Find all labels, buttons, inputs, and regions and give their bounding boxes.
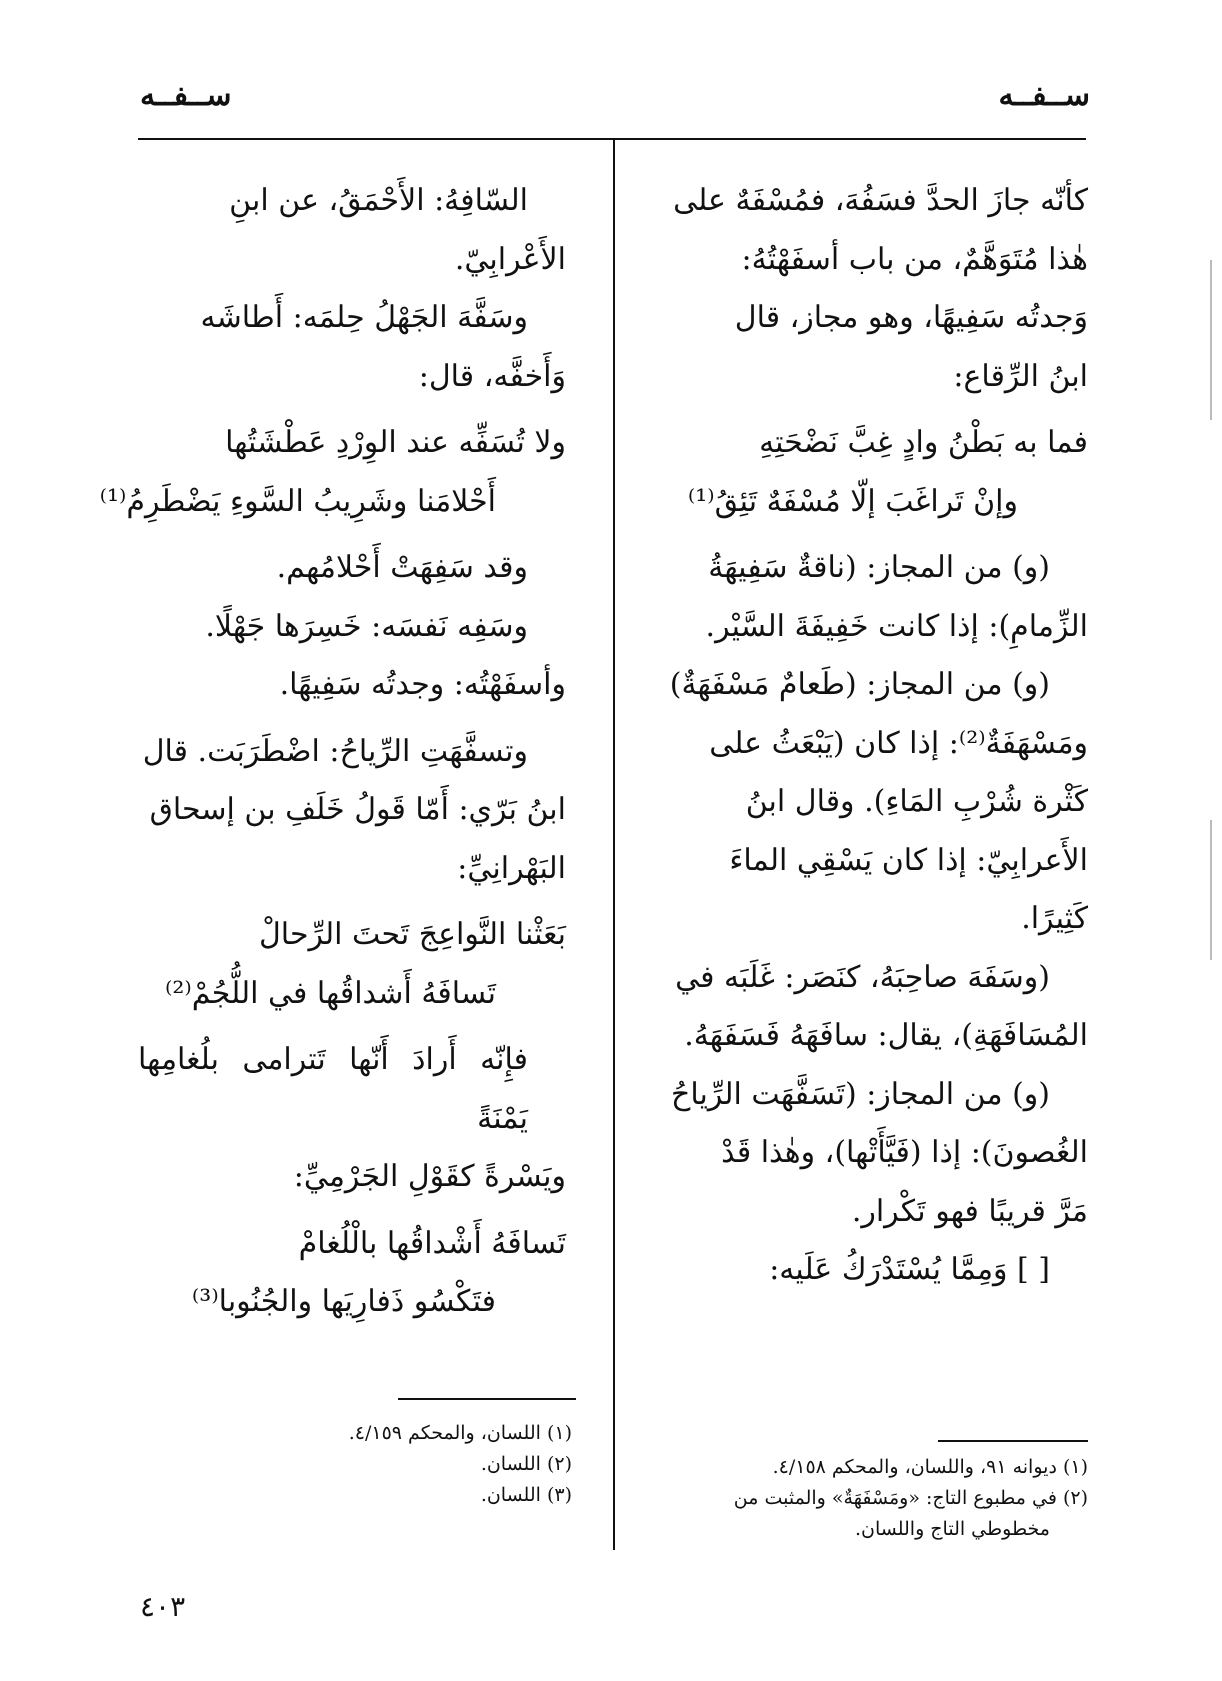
verse-line: وإنْ تَراغَبَ إلّا مُسْفَهٌ تَئِقُ⁽¹⁾: [687, 483, 1018, 519]
footnote: (٢) اللسان.: [480, 1453, 572, 1475]
text-line: فإِنّه أَرادَ أَنّها تَترامى بلُغامِها يَمْنَةً: [138, 1042, 528, 1136]
text-line: (وسَفَهَ صاحِبَهُ، كنَصَر: غَلَبَه في: [675, 959, 1050, 995]
text-line: كَثْرة شُرْبِ المَاءِ). وقال ابنُ: [745, 784, 1088, 819]
verse-line: تَسافَهُ أَشْداقُها بالْلُغامْ: [298, 1225, 566, 1261]
text-line: الغُصونَ): إذا (فَيَّأَتْها)، وهٰذا قَدْ: [721, 1135, 1088, 1170]
scan-edge-mark: [1210, 260, 1212, 420]
verse-line: فتَكْسُو ذَفارِيَها والجُنُوبا⁽³⁾: [191, 1284, 496, 1319]
verse-line: تَسافَهُ أَشداقُها في اللُّجُمْ⁽²⁾: [164, 975, 496, 1011]
footnotes-left: [142, 1418, 572, 1511]
text-line: كَثِيرًا.: [1021, 901, 1088, 936]
footnote: مخطوطي التاج واللسان.: [854, 1518, 1050, 1540]
text-line: وسَفِه نَفسَه: خَسِرَها جَهْلًا.: [205, 608, 528, 644]
text-line: ابنُ الرِّقاع:: [953, 358, 1088, 394]
text-line: هٰذا مُتَوَهَّمٌ، من باب أسفَهْتُهُ:: [741, 241, 1088, 277]
page-number: ٤٠٣: [140, 1590, 186, 1623]
text-line: وسَفَّهَ الجَهْلُ حِلمَه: أَطاشَه: [200, 300, 528, 335]
text-line: (و) من المجاز: (ناقةٌ سَفِيهَةُ: [708, 550, 1050, 585]
text-line: وتسفَّهَتِ الرِّياحُ: اضْطَرَبَت. قال: [142, 733, 528, 769]
verse-line: فما به بَطْنُ وادٍ غِبَّ نَضْحَتِهِ: [759, 425, 1088, 460]
text-line: الأَعْرابِيّ.: [454, 241, 566, 277]
right-column: [656, 172, 1088, 1300]
verse-line: أَحْلامَنا وشَرِيبُ السَّوءِ يَضْطَرِمُ⁽¹⁾: [99, 483, 496, 519]
text-line: وَجدتُه سَفِيهًا، وهو مجاز، قال: [734, 300, 1088, 335]
verse-line: ولا تُسَفِّه عند الوِرْدِ عَطْشَتُها: [225, 425, 566, 460]
left-column: [99, 172, 566, 1332]
text-line: (و) من المجاز: (طَعامٌ مَسْفَهَةٌ): [669, 667, 1050, 702]
text-line: وَأَخفَّه، قال:: [418, 358, 566, 394]
footnote: (٢) في مطبوع التاج: «ومَسْفَهَةٌ» والمثبت من: [733, 1487, 1088, 1509]
text-line: البَهْرانِيِّ:: [457, 850, 566, 886]
footnote: (١) ديوانه ٩١، واللسان، والمحكم ٤/١٥٨.: [772, 1456, 1088, 1478]
text-line: مَرَّ قريبًا فهو تَكْرار.: [851, 1193, 1088, 1229]
text-line: المُسَافَهَةِ)، يقال: سافَهَهُ فَسَفَهَهُ.: [684, 1018, 1088, 1053]
text-line: ابنُ بَرّي: أَمّا قَولُ خَلَفِ بن إسحاق: [149, 792, 566, 827]
text-line: وأسفَهْتُه: وجدتُه سَفِيهًا.: [279, 667, 566, 702]
text-line: وقد سَفِهَتْ أَحْلامُهم.: [276, 550, 528, 585]
text-line: [ ] وَمِمَّا يُسْتَدْرَكُ عَلَيه:: [769, 1252, 1050, 1287]
text-line: الأَعرابِيّ: إذا كان يَسْقِي الماءَ: [729, 842, 1088, 878]
footnotes-right: [656, 1452, 1088, 1545]
running-head-right: ســفــه: [998, 78, 1090, 113]
running-head-left: ســفــه: [140, 78, 232, 113]
header-rule: [138, 138, 1086, 140]
verse-line: بَعَثْنا النَّواعِجَ تَحتَ الرِّحالْ: [259, 917, 566, 952]
footnote-rule: [398, 1398, 576, 1400]
text-line: (و) من المجاز: (تَسَفَّهَت الرِّياحُ: [670, 1076, 1050, 1112]
footnote: (١) اللسان، والمحكم ٤/١٥٩.: [348, 1422, 572, 1444]
footnote-rule: [938, 1440, 1088, 1442]
column-divider: [613, 140, 615, 1550]
text-line: ومَسْهَفَةٌ⁽²⁾: إذا كان (يَبْعَثُ على: [709, 725, 1088, 761]
text-line: كأنّه جازَ الحدَّ فسَفُهَ، فمُسْفَهٌ على: [673, 183, 1088, 218]
text-line: السّافِهُ: الأَحْمَقُ، عن ابنِ: [229, 183, 528, 218]
text-line: ويَسْرةً كقَوْلِ الجَرْمِيِّ:: [293, 1159, 566, 1194]
footnote: (٣) اللسان.: [480, 1484, 572, 1506]
scan-edge-mark: [1210, 820, 1212, 960]
text-line: الزِّمامِ): إذا كانت خَفِيفَةَ السَّيْر.: [705, 608, 1088, 644]
